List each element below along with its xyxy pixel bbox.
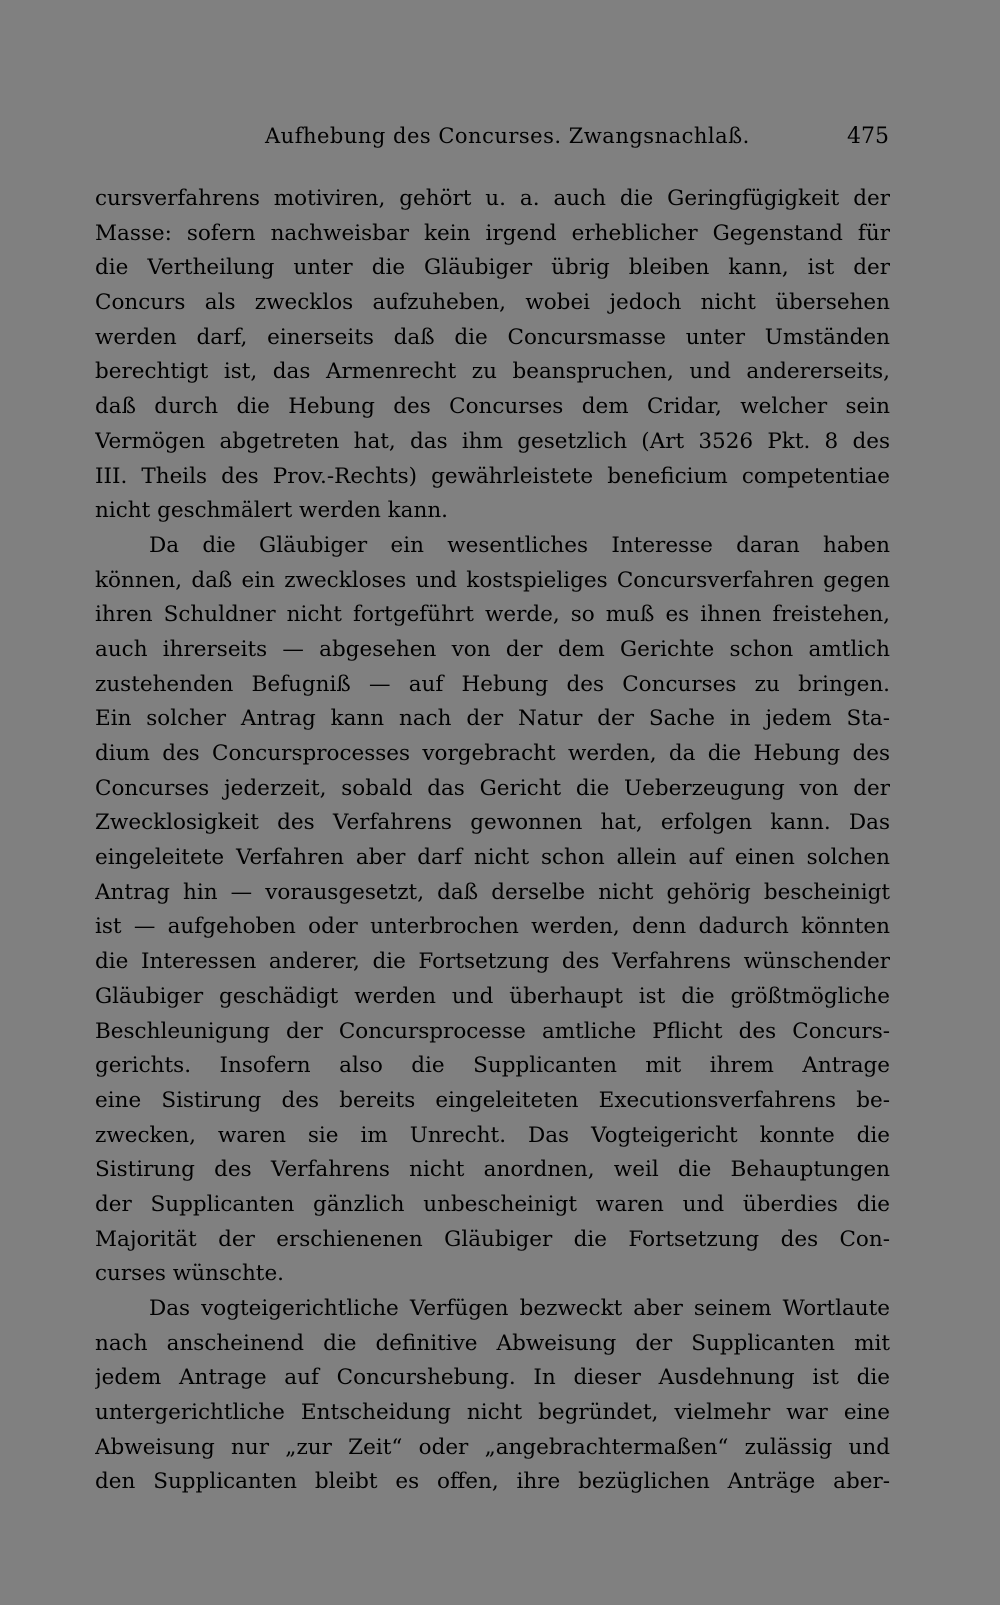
body-text xyxy=(95,182,890,1500)
text-line: Antrag hin — vorausgesetzt, daß derselbe nicht gehörig bescheinigt xyxy=(95,879,890,905)
text-line: den Supplicanten bleibt es offen, ihre bezüglichen Anträge aber- xyxy=(95,1469,890,1495)
text-line: Da die Gläubiger ein wesentliches Interesse daran haben xyxy=(149,532,890,558)
text-line: cursverfahrens motiviren, gehört u. a. auch die Geringfügigkeit der xyxy=(95,186,890,211)
text-line: Abweisung nur „zur Zeit“ oder „angebrachtermaßen“ zulässig und xyxy=(95,1434,890,1460)
page-header xyxy=(95,124,895,158)
text-line: ihren Schuldner nicht fortgeführt werde, so muß es ihnen freistehen, xyxy=(95,602,890,628)
text-line: Das vogteigerichtliche Verfügen bezweckt aber seinem Wortlaute xyxy=(149,1296,890,1321)
text-line: Majorität der erschienenen Gläubiger die Fortsetzung des Con- xyxy=(95,1226,890,1252)
text-line: die Vertheilung unter die Gläubiger übrig bleiben kann, ist der xyxy=(95,255,890,281)
text-line: Ein solcher Antrag kann nach der Natur der Sache in jedem Sta- xyxy=(95,706,890,732)
text-line: eingeleitete Verfahren aber darf nicht schon allein auf einen solchen xyxy=(95,845,890,871)
text-line: auch ihrerseits — abgesehen von der dem Gerichte schon amtlich xyxy=(95,636,890,662)
text-line: Vermögen abgetreten hat, das ihm gesetzlich (Art 3526 Pkt. 8 des xyxy=(95,428,890,454)
text-line: dium des Concursprocesses vorgebracht werden, da die Hebung des xyxy=(95,741,890,766)
text-line: berechtigt ist, das Armenrecht zu beanspruchen, und andererseits, xyxy=(95,359,890,385)
text-line: Gläubiger geschädigt werden und überhaupt ist die größtmögliche xyxy=(95,983,890,1009)
text-line: jedem Antrage auf Concurshebung. In dieser Ausdehnung ist die xyxy=(95,1365,890,1391)
text-line: gerichts. Insofern also die Supplicanten mit ihrem Antrage xyxy=(95,1053,890,1079)
text-line: nach anscheinend die definitive Abweisung der Supplicanten mit xyxy=(95,1330,890,1356)
text-line: Concurses jederzeit, sobald das Gericht die Ueberzeugung von der xyxy=(95,775,890,801)
text-line: eine Sistirung des bereits eingeleiteten Executionsverfahrens be- xyxy=(95,1087,890,1113)
text-line: Masse: sofern nachweisbar kein irgend erheblicher Gegenstand für xyxy=(95,220,890,246)
text-line: der Supplicanten gänzlich unbescheinigt waren und überdies die xyxy=(95,1191,890,1217)
text-line: daß durch die Hebung des Concurses dem Cridar, welcher sein xyxy=(95,394,890,420)
text-line: nicht geschmälert werden kann. xyxy=(95,498,448,524)
text-line: ist — aufgehoben oder unterbrochen werden, denn dadurch könnten xyxy=(95,914,890,940)
text-line: Concurs als zwecklos aufzuheben, wobei jedoch nicht übersehen xyxy=(95,290,890,316)
text-line: Beschleunigung der Concursprocesse amtliche Pflicht des Concurs- xyxy=(95,1018,890,1044)
text-line: Zwecklosigkeit des Verfahrens gewonnen hat, erfolgen kann. Das xyxy=(95,810,890,836)
running-title: Aufhebung des Concurses. Zwangsnachlaß. xyxy=(265,124,750,148)
text-line: die Interessen anderer, die Fortsetzung des Verfahrens wünschender xyxy=(95,949,890,975)
text-line: untergerichtliche Entscheidung nicht begründet, vielmehr war eine xyxy=(95,1400,890,1426)
text-line: curses wünschte. xyxy=(95,1261,285,1287)
text-line: zwecken, waren sie im Unrecht. Das Vogteigericht konnte die xyxy=(95,1122,890,1148)
text-line: können, daß ein zweckloses und kostspieliges Concursverfahren gegen xyxy=(95,567,890,593)
text-line: Sistirung des Verfahrens nicht anordnen, weil die Behauptungen xyxy=(95,1157,890,1183)
text-line: werden darf, einerseits daß die Concursmasse unter Umständen xyxy=(95,324,890,350)
text-line: III. Theils des Prov.-Rechts) gewährleistete beneficium competentiae xyxy=(95,463,890,489)
page-number: 475 xyxy=(847,124,889,149)
text-line: zustehenden Befugniß — auf Hebung des Concurses zu bringen. xyxy=(95,671,890,697)
